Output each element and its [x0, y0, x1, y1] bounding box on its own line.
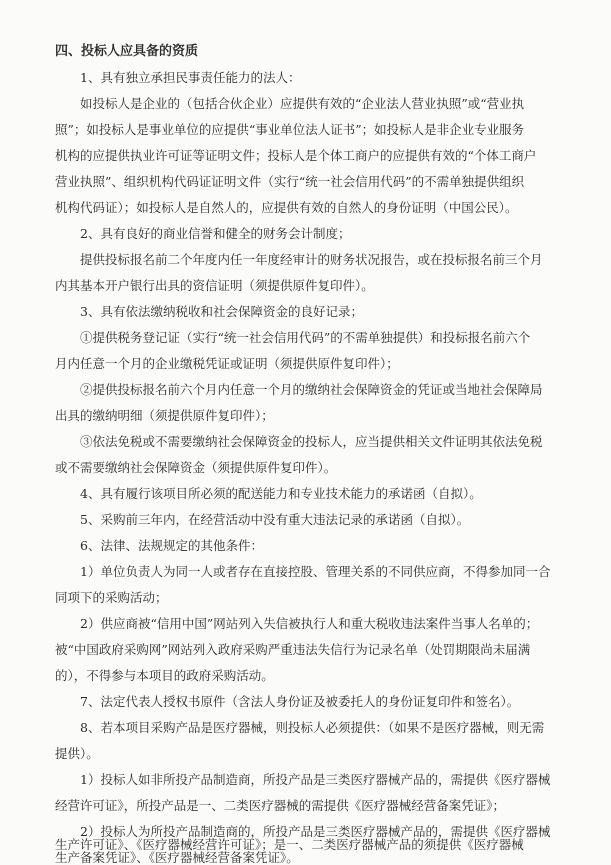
section-title: 四、投标人应具备的资质 — [55, 44, 199, 59]
paragraph-line: 照”；如投标人是事业单位的应提供“事业单位法人证书”；如投标人是非企业专业服务 — [55, 122, 525, 137]
paragraph-line: 5、采购前三年内，在经营活动中没有重大违法记录的承诺函（自拟）。 — [80, 512, 470, 527]
paragraph-line: 出具的缴纳明细（须提供原件复印件）； — [55, 408, 274, 423]
paragraph-line: 8、若本项目采购产品是医疗器械，则投标人必须提供：（如果不是医疗器械，则无需 — [80, 720, 545, 735]
paragraph-line: 的），不得参与本项目的政府采购活动。 — [55, 668, 274, 683]
paragraph-line: 提供）。 — [55, 746, 99, 761]
paragraph-line: 生产许可证》、《医疗器械经营许可证》；是一、二类医疗器械产品的须提供《医疗器械 — [55, 837, 524, 852]
paragraph-line: 1）投标人如非所投产品制造商，所投产品是三类医疗器械产品的，需提供《医疗器械 — [80, 772, 551, 787]
paragraph-line: 1）单位负责人为同一人或者存在直接控股、管理关系的不同供应商，不得参加同一合 — [80, 564, 551, 579]
paragraph-line: 如投标人是企业的（包括合伙企业）应提供有效的“企业法人营业执照”或“营业执 — [80, 96, 525, 111]
paragraph-line: 6、法律、法规规定的其他条件： — [80, 538, 263, 553]
paragraph-line: ②提供投标报名前六个月内任意一个月的缴纳社会保障资金的凭证或当地社会保障局 — [80, 382, 543, 397]
paragraph-line: 2）投标人为所投产品制造商的，所投产品是三类医疗器械产品的，需提供《医疗器械 — [80, 824, 551, 839]
paragraph-line: 同项下的采购活动； — [55, 590, 168, 605]
paragraph-line: 2）供应商被“信用中国”网站列入失信被执行人和重大税收违法案件当事人名单的； — [80, 616, 539, 631]
paragraph-line: 经营许可证》，所投产品是一、二类医疗器械的需提供《医疗器械经营备案凭证》； — [55, 798, 506, 813]
paragraph-line: ③依法免税或不需要缴纳社会保障资金的投标人，应当提供相关文件证明其依法免税 — [80, 434, 543, 449]
paragraph-line: 或不需要缴纳社会保障资金（须提供原件复印件）。 — [55, 460, 337, 475]
paragraph-line: 1、具有独立承担民事责任能力的法人： — [80, 70, 301, 85]
paragraph-line: 月内任意一个月的企业缴税凭证或证明（须提供原件复印件）； — [55, 356, 399, 371]
paragraph-line: 提供投标报名前二个年度内任一年度经审计的财务状况报告，或在投标报名前三个月 — [80, 252, 543, 267]
paragraph-line: 7、法定代表人授权书原件（含法人身份证及被委托人的身份证复印件和签名）。 — [80, 694, 520, 709]
paragraph-line: 3、具有依法缴纳税收和社会保障资金的良好记录； — [80, 304, 363, 319]
paragraph-line: ①提供税务登记证（实行“统一社会信用代码”的不需单独提供）和投标报名前六个 — [80, 330, 531, 345]
paragraph-line: 被“中国政府采购网”网站列入政府采购严重违法失信行为记录名单（处罚期限尚未届满 — [55, 642, 531, 657]
paragraph-line: 2、具有良好的商业信誉和健全的财务会计制度； — [80, 226, 351, 241]
paragraph-line: 4、具有履行该项目所必须的配送能力和专业技术能力的承诺函（自拟）。 — [80, 486, 482, 501]
paragraph-line: 内其基本开户银行出具的资信证明（须提供原件复印件）。 — [55, 278, 374, 293]
paragraph-line: 生产备案凭证》、《医疗器械经营备案凭证》。 — [55, 850, 299, 865]
paragraph-line: 机构代码证）；如投标人是自然人的，应提供有效的自然人的身份证明（中国公民）。 — [55, 200, 518, 215]
paragraph-line: 营业执照”、组织机构代码证证明文件（实行“统一社会信用代码”的不需单独提供组织 — [55, 174, 525, 189]
paragraph-line: 机构的应提供执业许可证等证明文件；投标人是个体工商户的应提供有效的“个体工商户 — [55, 148, 537, 163]
